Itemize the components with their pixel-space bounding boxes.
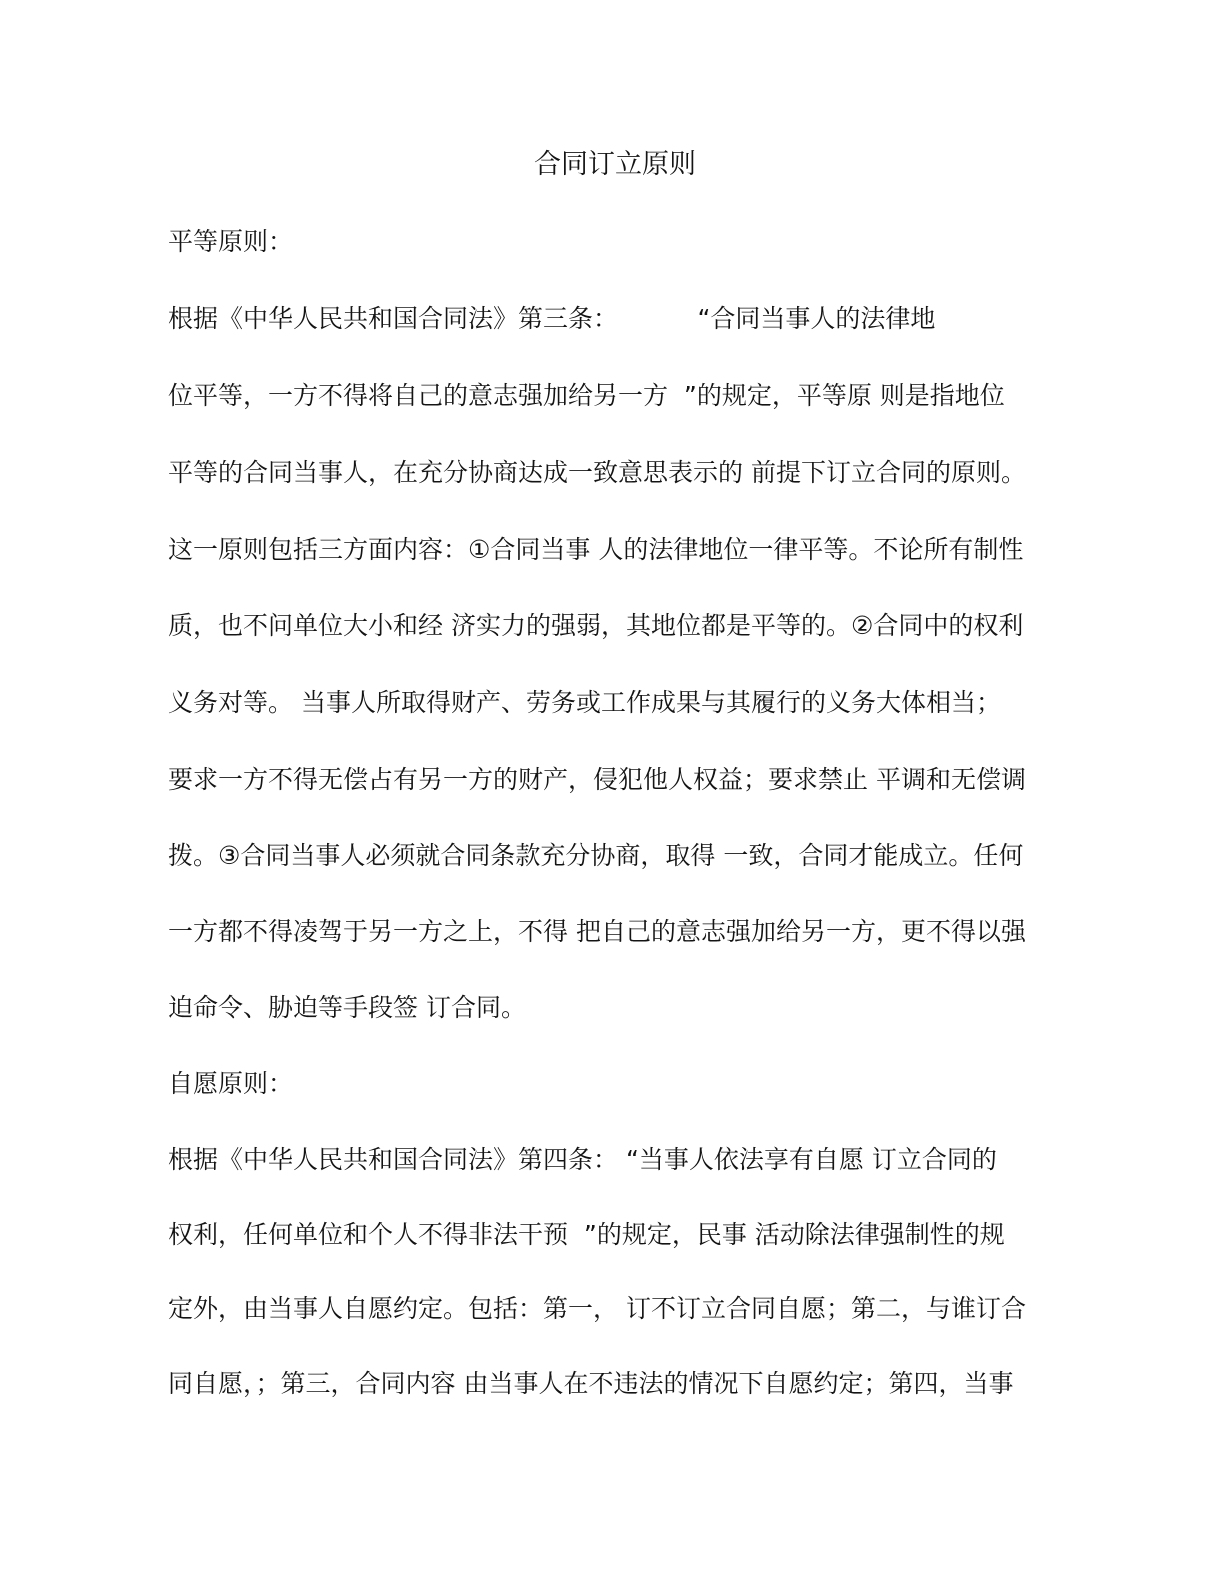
- body-line: 平等的合同当事人，在充分协商达成一致意思表示的 前提下订立合同的原则。: [168, 458, 1026, 487]
- body-line: 迫命令、胁迫等手段签 订合同。: [168, 993, 526, 1022]
- body-line: 质，也不问单位大小和经 济实力的强弱，其地位都是平等的。②合同中的权利: [168, 611, 1024, 640]
- document-title: 合同订立原则: [534, 149, 696, 180]
- body-line: 位平等，一方不得将自己的意志强加给另一方 ”的规定，平等原 则是指地位: [168, 381, 1005, 410]
- body-line: 根据《中华人民共和国合同法》第三条： “合同当事人的法律地: [168, 304, 936, 333]
- heading-voluntary-principle: 自愿原则：: [168, 1069, 294, 1098]
- body-line: 要求一方不得无偿占有另一方的财产，侵犯他人权益；要求禁止 平调和无偿调: [168, 765, 1026, 794]
- body-line: 义务对等。 当事人所取得财产、劳务或工作成果与其履行的义务大体相当；: [168, 688, 1001, 717]
- body-line: 这一原则包括三方面内容：①合同当事 人的法律地位一律平等。不论所有制性: [168, 535, 1024, 564]
- body-line: 同自愿，；第三，合同内容 由当事人在不违法的情况下自愿约定；第四，当事: [168, 1369, 1014, 1398]
- body-line: 一方都不得凌驾于另一方之上，不得 把自己的意志强加给另一方，更不得以强: [168, 917, 1026, 946]
- body-line: 权利，任何单位和个人不得非法干预 ”的规定，民事 活动除法律强制性的规: [168, 1220, 1005, 1249]
- body-line: 拨。③合同当事人必须就合同条款充分协商，取得 一致，合同才能成立。任何: [168, 841, 1024, 870]
- body-line: 定外，由当事人自愿约定。包括：第一， 订不订立合同自愿；第二，与谁订合: [168, 1294, 1026, 1323]
- heading-equality-principle: 平等原则：: [168, 227, 294, 256]
- body-line: 根据《中华人民共和国合同法》第四条： “当事人依法享有自愿 订立合同的: [168, 1145, 997, 1174]
